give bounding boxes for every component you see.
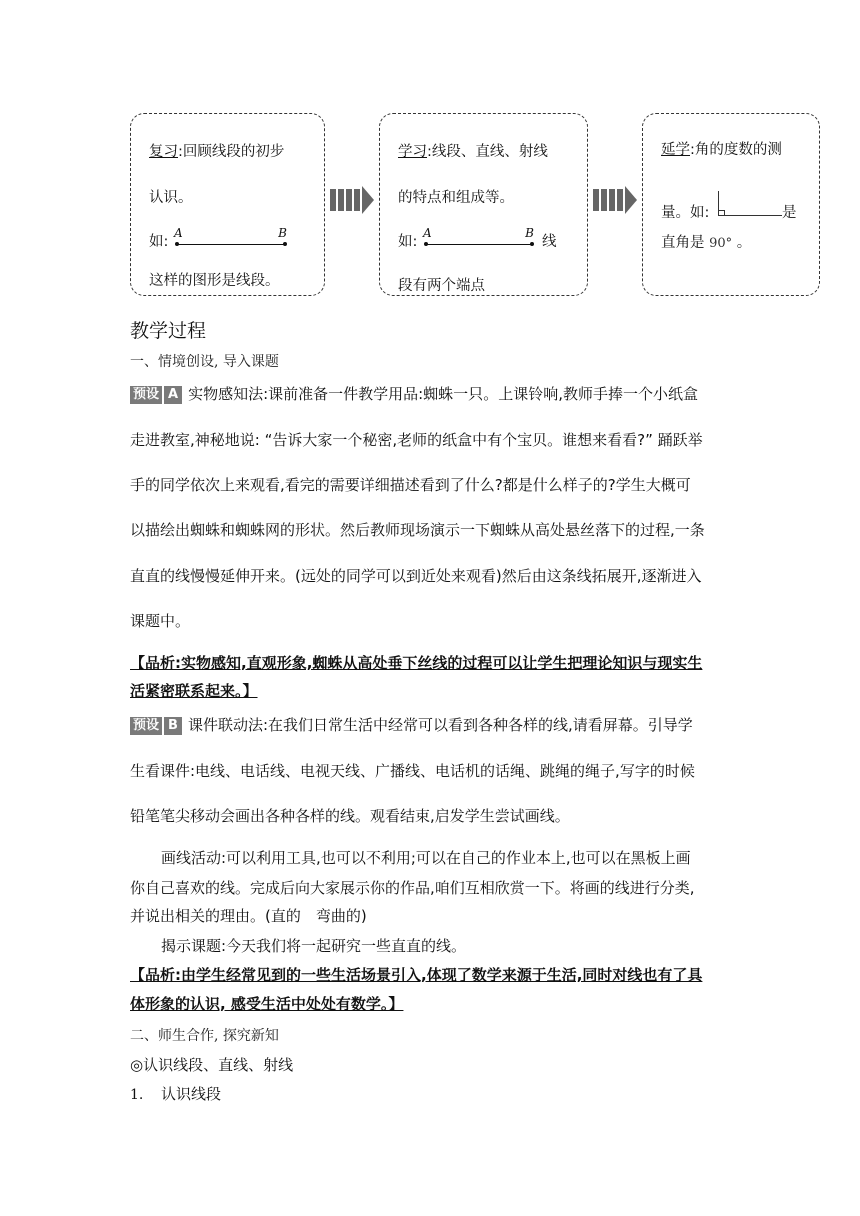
para-a-line: 走进教室,神秘地说: “告诉大家一个秘密,老师的纸盒中有个宝贝。谁想来看看?” 踊跃举 xyxy=(130,431,703,449)
analysis-note-b: 【品析:由学生经常见到的一些生活场景引入,体现了数学来源于生活,同时对线也有了具 xyxy=(130,966,703,984)
extend-line-1: :角的度数的测 xyxy=(690,142,782,158)
para-a-line: 以描绘出蜘蛛和蜘蛛网的形状。然后教师现场演示一下蜘蛛从高处悬丝落下的过程,一条 xyxy=(130,521,705,539)
item-number: 1. xyxy=(130,1087,144,1103)
heading-one: 一、情境创设, 导入课题 xyxy=(130,354,279,370)
para-c-line: 你自己喜欢的线。完成后向大家展示你的作品,咱们互相欣赏一下。将画的线进行分类, xyxy=(130,879,695,897)
heading-three: ◎认识线段、直线、射线 xyxy=(130,1056,294,1074)
heading-two: 二、师生合作, 探究新知 xyxy=(130,1028,279,1044)
extend-box xyxy=(642,113,820,296)
arrow-icon xyxy=(330,186,374,214)
para-b-line: 铅笔笔尖移动会画出各种各样的线。观看结束,启发学生尝试画线。 xyxy=(130,807,570,825)
para-a-line: 直直的线慢慢延伸开来。(远处的同学可以到近处来观看)然后由这条线拓展开,逐渐进入 xyxy=(130,567,702,585)
right-angle-figure xyxy=(718,191,782,221)
arrow-icon xyxy=(593,186,637,214)
item-text: 认识线段 xyxy=(161,1085,222,1103)
study-line-1: :线段、直线、射线 xyxy=(427,144,548,160)
segment-figure xyxy=(174,226,287,249)
segment-figure xyxy=(423,226,534,249)
study-label: 学习 xyxy=(398,144,427,160)
study-line-2: 的特点和组成等。 xyxy=(398,190,514,206)
degree-value: 90° xyxy=(709,236,733,251)
analysis-note-a: 活紧密联系起来。】 xyxy=(130,682,258,700)
extend-line-2: 量。如: xyxy=(661,205,710,221)
para-b-line: 生看课件:电线、电话线、电视天线、广播线、电话机的话绳、跳绳的绳子,写字的时候 xyxy=(130,762,695,780)
para-c-line: 画线活动:可以利用工具,也可以不利用;可以在自己的作业本上,也可以在黑板上画 xyxy=(161,849,691,867)
study-box xyxy=(379,113,588,296)
point-b-label: B xyxy=(278,226,287,240)
review-line-3: 如: xyxy=(149,234,169,250)
point-a-label: A xyxy=(174,226,183,240)
extend-line-6: 。 xyxy=(736,235,752,251)
para-a-line: 手的同学依次上来观看,看完的需要详细描述看到了什么?都是什么样子的?学生大概可 xyxy=(130,476,691,494)
extend-line-4: 直角是 xyxy=(661,235,705,251)
point-a-label: A xyxy=(423,226,432,240)
section-title: 教学过程 xyxy=(130,320,207,342)
para-b-line: 课件联动法:在我们日常生活中经常可以看到各种各样的线,请看屏幕。引导学 xyxy=(187,716,693,734)
preset-b-tag: 预设 B xyxy=(130,717,182,735)
review-line-2: 认识。 xyxy=(149,190,193,206)
review-box xyxy=(130,113,325,296)
para-a-line: 实物感知法:课前准备一件教学用品:蜘蛛一只。上课铃响,教师手捧一个小纸盒 xyxy=(188,385,698,403)
extend-label: 延学 xyxy=(661,142,690,158)
study-line-4: 线 xyxy=(542,234,557,250)
preset-a-tag: 预设 A xyxy=(130,386,182,404)
para-a-line: 课题中。 xyxy=(130,612,191,630)
review-line-1: :回顾线段的初步 xyxy=(178,144,285,160)
study-line-5: 段有两个端点 xyxy=(398,278,485,294)
study-line-3: 如: xyxy=(398,234,418,250)
review-label: 复习 xyxy=(149,144,178,160)
extend-line-3: 是 xyxy=(782,205,797,221)
analysis-note-a: 【品析:实物感知,直观形象,蜘蛛从高处垂下丝线的过程可以让学生把理论知识与现实生 xyxy=(130,654,703,672)
analysis-note-b: 体形象的认识, 感受生活中处处有数学。】 xyxy=(130,995,404,1013)
para-c-line: 并说出相关的理由。(直的 弯曲的) xyxy=(130,907,367,925)
review-line-4: 这样的图形是线段。 xyxy=(149,273,280,289)
point-b-label: B xyxy=(525,226,534,240)
para-c-line: 揭示课题:今天我们将一起研究一些直直的线。 xyxy=(161,937,467,955)
